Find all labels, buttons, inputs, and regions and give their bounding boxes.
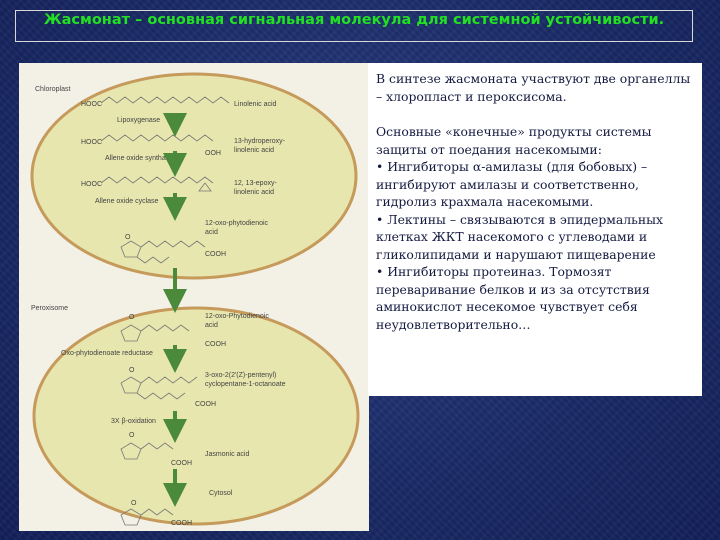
hooc-label-1: HOOC xyxy=(81,101,102,108)
cooh-label-3: COOH xyxy=(195,401,216,408)
cooh-label-2: COOH xyxy=(205,341,226,348)
cytosol-label: Cytosol xyxy=(209,490,233,497)
cooh-label-5: COOH xyxy=(171,520,192,527)
opda-label-2: acid xyxy=(205,229,218,236)
hydroperoxy-label-1: 13-hydroperoxy- xyxy=(234,138,285,145)
aoc-label: Allene oxide cyclase xyxy=(95,198,159,205)
products-paragraph: Основные «конечные» продукты системы защиты от поедания насекомыми: xyxy=(376,124,652,157)
bullet-lectins: • Лектины – связываются в эпидермальных клетках ЖКТ насекомого с углеводами и гликолипидами и нарушают пищеварение xyxy=(376,211,664,262)
o-label-3: O xyxy=(129,367,135,374)
peroxisome-organelle xyxy=(34,308,358,524)
hooc-label-3: HOOC xyxy=(81,181,102,188)
epoxy-label-2: linolenic acid xyxy=(234,189,275,196)
reductase-label: Oxo-phytodienoate reductase xyxy=(61,350,153,357)
linolenic-acid-label: Linolenic acid xyxy=(234,101,277,108)
bullet-amylase-inhibitors: • Ингибиторы α-амилазы (для бобовых) – ингибируют амилазы и соответственно, гидролиз крахмала насекомыми. xyxy=(376,159,648,209)
bullet-proteinase-inhibitors: • Ингибиторы протеиназ. Тормозят переваривание белков и из за отсутствия аминокислот несекомое чувствует себя неудовлетворительно… xyxy=(376,264,650,332)
hydroperoxy-label-2: linolenic acid xyxy=(234,147,275,154)
lipoxygenase-label: Lipoxygenase xyxy=(117,117,161,124)
opda-p-label-2: acid xyxy=(205,322,218,329)
chloroplast-label: Chloroplast xyxy=(35,86,71,93)
slide-title: Жасмонат – основная сигнальная молекула для системной устойчивости. xyxy=(15,10,693,42)
ooh-label: OOH xyxy=(205,150,221,157)
o-label-2: O xyxy=(129,314,135,321)
aos-label: Allene oxide synthase xyxy=(105,155,174,162)
opc-label-2: cyclopentane-1-octanoate xyxy=(205,381,286,388)
epoxy-label-1: 12, 13-epoxy- xyxy=(234,180,277,187)
o-label-1: O xyxy=(125,234,131,241)
jasmonate-pathway-figure xyxy=(19,63,369,531)
opc-label-1: 3-oxo-2(2'(Z)-pentenyl) xyxy=(205,372,277,379)
peroxisome-label: Peroxisome xyxy=(31,305,68,312)
cooh-label-4: COOH xyxy=(171,460,192,467)
opda-label-1: 12-oxo-phytodienoic xyxy=(205,220,269,227)
jasmonic-acid-label: Jasmonic acid xyxy=(205,451,250,458)
opda-p-label-1: 12-oxo-Phytodienoic xyxy=(205,313,269,320)
beta-oxidation-label: 3X β-oxidation xyxy=(111,418,156,425)
o-label-4: O xyxy=(129,432,135,439)
o-label-5: O xyxy=(131,500,137,507)
text-panel xyxy=(368,63,702,396)
hooc-label-2: HOOC xyxy=(81,139,102,146)
cooh-label-1: COOH xyxy=(205,251,226,258)
paragraph-gap xyxy=(376,105,694,123)
intro-paragraph: В синтезе жасмоната участвуют две органеллы – хлоропласт и пероксисома. xyxy=(376,71,691,104)
